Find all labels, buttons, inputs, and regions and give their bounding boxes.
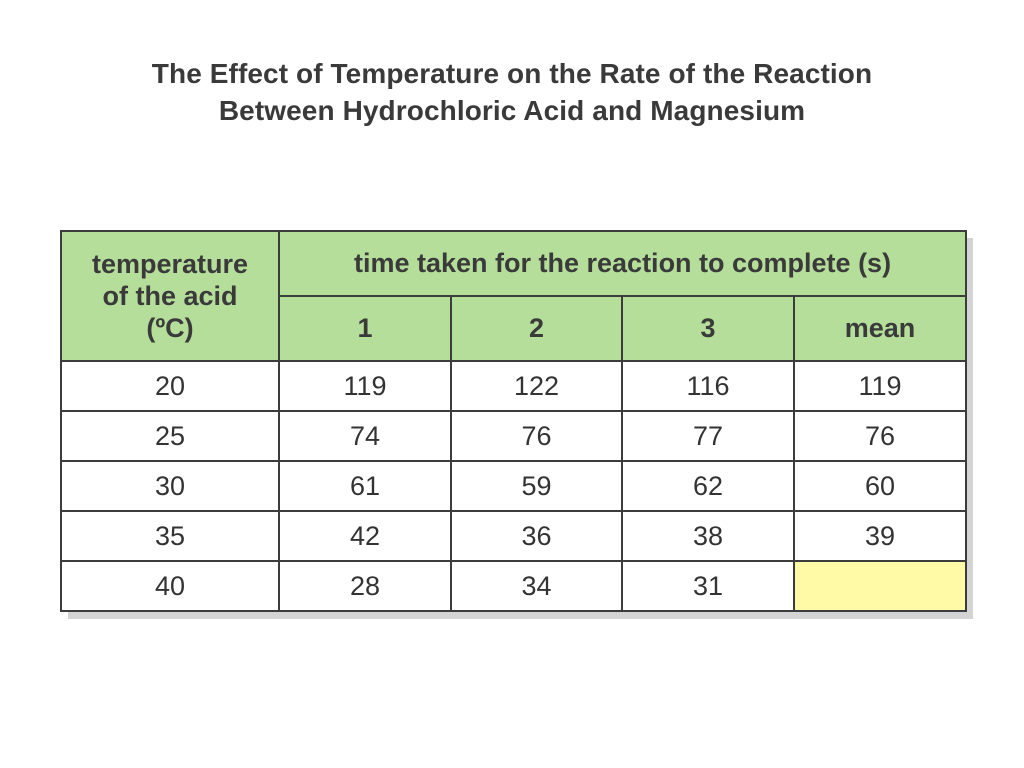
mean-header: mean — [794, 296, 966, 361]
table-row — [61, 461, 966, 511]
temperature-header-line-2: of the acid — [102, 281, 238, 311]
missing-mean-cell — [794, 561, 966, 611]
table-row — [61, 561, 966, 611]
trial-1-cell: 28 — [279, 561, 451, 611]
title-line-1: The Effect of Temperature on the Rate of the Reaction — [151, 58, 873, 89]
trial-2-cell: 36 — [451, 511, 622, 561]
temperature-cell: 35 — [61, 511, 279, 561]
trial-3-cell: 31 — [622, 561, 794, 611]
results-table — [60, 230, 967, 612]
header-row-1 — [61, 231, 966, 296]
trial-1-cell: 42 — [279, 511, 451, 561]
trial-1-cell: 61 — [279, 461, 451, 511]
time-header: time taken for the reaction to complete (s) — [279, 231, 966, 296]
trial-1-header: 1 — [279, 296, 451, 361]
table-row — [61, 361, 966, 411]
trial-3-header: 3 — [622, 296, 794, 361]
temperature-cell: 30 — [61, 461, 279, 511]
temperature-cell: 20 — [61, 361, 279, 411]
temperature-header-line-1: temperature — [91, 249, 249, 279]
trial-2-cell: 34 — [451, 561, 622, 611]
trial-2-cell: 59 — [451, 461, 622, 511]
temperature-header-line-3: (ºC) — [146, 313, 194, 343]
mean-cell: 76 — [794, 411, 966, 461]
mean-cell: 39 — [794, 511, 966, 561]
table-row — [61, 511, 966, 561]
table-row — [61, 411, 966, 461]
trial-3-cell: 38 — [622, 511, 794, 561]
temperature-cell: 40 — [61, 561, 279, 611]
title-line-2: Between Hydrochloric Acid and Magnesium — [218, 95, 806, 126]
trial-1-cell: 74 — [279, 411, 451, 461]
trial-1-cell: 119 — [279, 361, 451, 411]
trial-2-cell: 122 — [451, 361, 622, 411]
trial-3-cell: 62 — [622, 461, 794, 511]
trial-2-header: 2 — [451, 296, 622, 361]
trial-3-cell: 77 — [622, 411, 794, 461]
trial-2-cell: 76 — [451, 411, 622, 461]
temperature-cell: 25 — [61, 411, 279, 461]
page-title — [0, 55, 1024, 129]
trial-3-cell: 116 — [622, 361, 794, 411]
temperature-header — [61, 231, 279, 361]
mean-cell: 60 — [794, 461, 966, 511]
mean-cell: 119 — [794, 361, 966, 411]
